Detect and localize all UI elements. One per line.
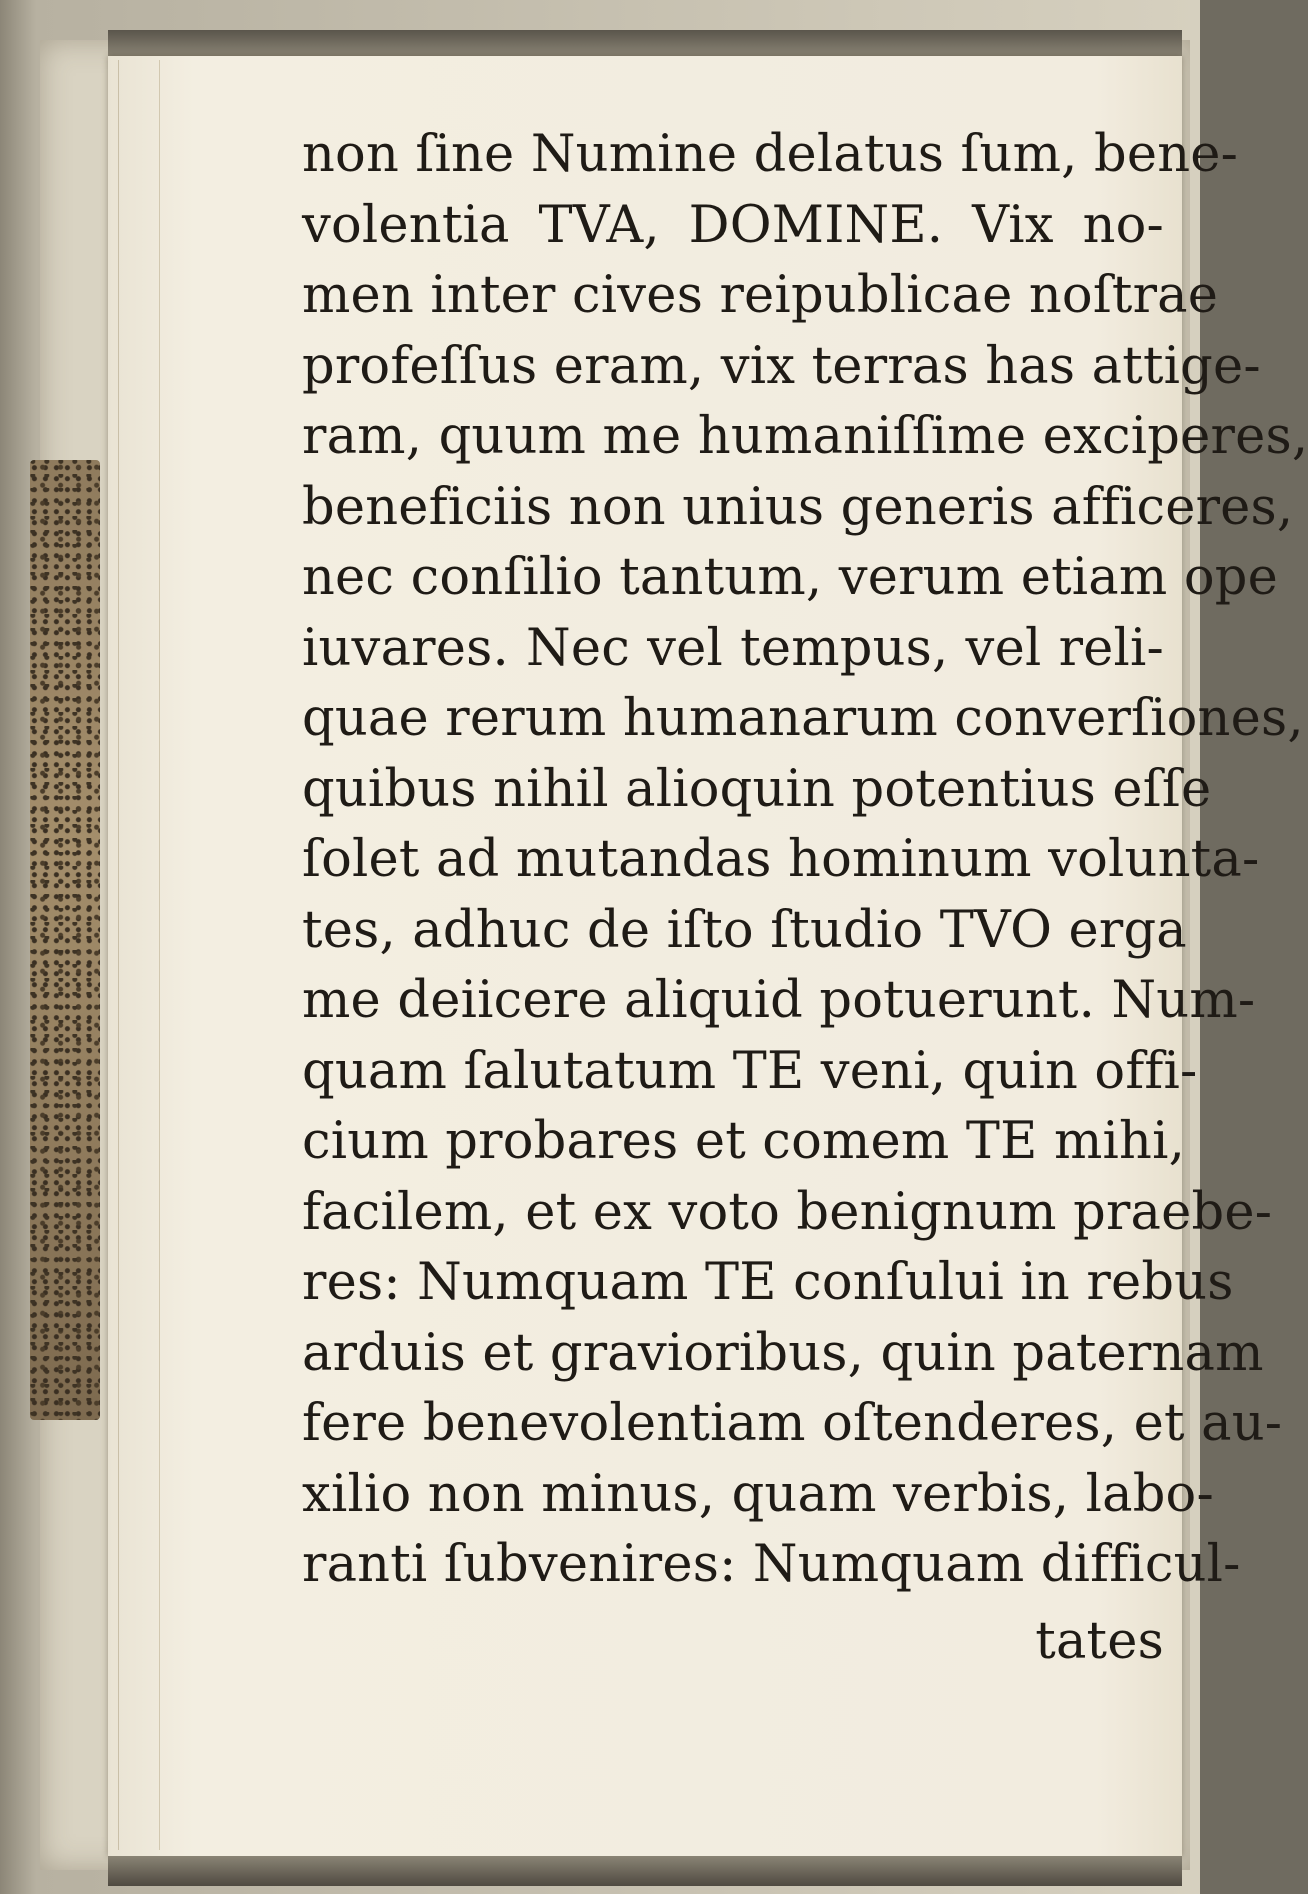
text-line: nec conſilio tantum, verum etiam ope [302,548,1279,607]
text-line: cium probares et comem TE mihi, [302,1112,1185,1171]
text-line: beneficiis non unius generis afficeres, [302,477,1294,537]
text-line: arduis et gravioribus, quin paternam [302,1323,1264,1383]
text-line: non ſine Numine delatus ſum, bene- [302,125,1239,184]
bottom-page-edge [108,1856,1182,1886]
text-line: ranti ſubvenires: Numquam difficul- [302,1535,1241,1594]
text-line: me deiicere aliquid potuerunt. Num- [302,971,1256,1030]
text-line: res: Numquam TE conſului in rebus [302,1253,1234,1312]
book-spine [30,460,100,1420]
catchword: tates [1035,1611,1164,1671]
text-line: profeſſus eram, vix terras has attige- [302,336,1261,396]
text-line: iuvares. Nec vel tempus, vel reli- [302,618,1164,678]
top-page-edge [108,30,1182,56]
text-line: xilio non minus, quam verbis, labo- [302,1464,1214,1524]
text-line: volentia TVA, DOMINE. Vix no- [302,195,1164,255]
text-line: ram, quum me humaniſſime exciperes, [302,407,1308,466]
page-fold-lines [118,60,160,1850]
text-line: ſolet ad mutandas hominum volunta- [302,830,1260,889]
text-line: facilem, et ex voto benignum praebe- [302,1182,1273,1242]
text-line: quae rerum humanarum converſiones, [302,689,1304,748]
text-line: men inter cives reipublicae noſtrae [302,266,1219,325]
text-line: fere benevolentiam oſtenderes, et au- [302,1394,1283,1453]
text-line: quibus nihil alioquin potentius eſſe [302,759,1212,819]
text-line: quam ſalutatum TE veni, quin offi- [302,1041,1198,1101]
page-text [302,120,1308,1677]
text-line: tes, adhuc de iſto ſtudio TVO erga [302,900,1187,960]
